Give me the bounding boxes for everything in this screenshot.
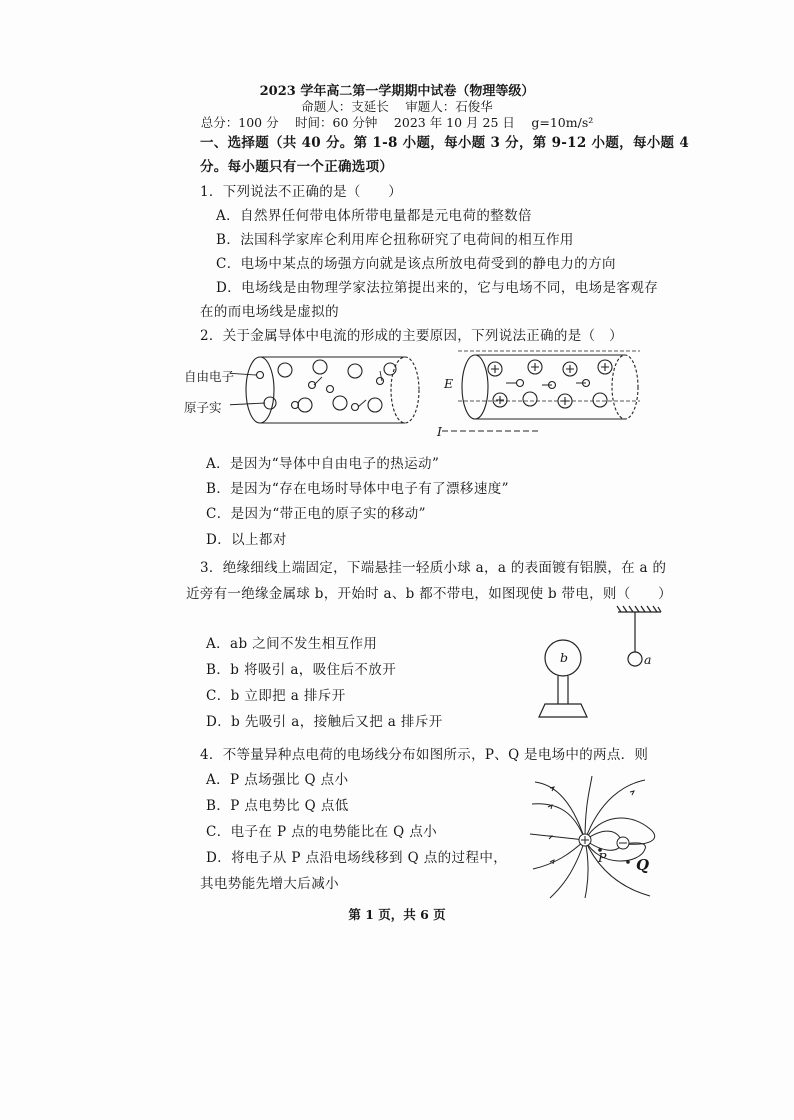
label-free-electron: 自由电子: [184, 369, 235, 384]
q4-option-b: B．P 点电势比 Q 点低: [206, 798, 349, 814]
label-field-e: E: [444, 376, 454, 391]
q4-option-c: C．电子在 P 点的电势能比在 Q 点小: [206, 824, 438, 840]
q1-stem: 1．下列说法不正确的是（ ）: [200, 184, 403, 200]
exam-authors: 命题人：支延长 审题人：石俊华: [301, 99, 493, 114]
q1-option-a: A．自然界任何带电体所带电量都是元电荷的整数倍: [216, 208, 532, 224]
label-ball-a: a: [644, 652, 652, 667]
label-point-q: Q: [636, 856, 650, 874]
page-number: 第 1 页，共 6 页: [348, 907, 446, 922]
q3-stem-line1: 3．绝缘细线上端固定，下端悬挂一轻质小球 a，a 的表面镀有铝膜，在 a 的: [200, 560, 667, 576]
q3-option-c: C．b 立即把 a 排斥开: [206, 688, 346, 704]
q1-option-d-line1: D．电场线是由物理学家法拉第提出来的，它与电场不同，电场是客观存: [216, 280, 659, 296]
q2-option-a: A．是因为“导体中自由电子的热运动”: [206, 456, 440, 472]
q1-option-c: C．电场中某点的场强方向就是该点所放电荷受到的静电力的方向: [216, 256, 616, 272]
q3-option-b: B．b 将吸引 a，吸住后不放开: [206, 662, 397, 678]
label-current-i: I: [437, 424, 442, 439]
q3-option-a: A．ab 之间不发生相互作用: [206, 636, 378, 652]
q1-option-d-line2: 在的而电场线是虚拟的: [200, 304, 339, 320]
exam-info: 总分：100 分 时间：60 分钟 2023 年 10 月 25 日 g=10m/s²: [200, 115, 594, 130]
label-atom-core: 原子实: [184, 400, 222, 415]
conductor-no-field: [230, 357, 419, 423]
section-heading-line2: 分。每小题只有一个正确选项）: [200, 159, 394, 175]
conductor-figure: [230, 345, 650, 445]
section-heading-line1: 一、选择题（共 40 分。第 1-8 小题，每小题 3 分，第 9-12 小题，每小题 4: [200, 135, 690, 151]
q2-option-b: B．是因为“存在电场时导体中电子有了漂移速度”: [206, 481, 509, 497]
label-point-p: P: [598, 850, 607, 865]
q4-stem: 4．不等量异种点电荷的电场线分布如图所示，P、Q 是电场中的两点．则: [200, 747, 649, 763]
q2-stem: 2．关于金属导体中电流的形成的主要原因，下列说法正确的是（ ）: [200, 328, 623, 344]
q2-option-d: D．以上都对: [206, 532, 287, 548]
q3-stem-line2: 近旁有一绝缘金属球 b，开始时 a、b 都不带电，如图现使 b 带电，则（ ）: [186, 586, 672, 602]
q2-option-c: C．是因为“带正电的原子实的移动”: [206, 506, 426, 522]
field-lines-figure: [530, 774, 670, 900]
conductor-with-field: [458, 351, 640, 419]
q1-option-b: B．法国科学家库仑利用库仑扭称研究了电荷间的相互作用: [216, 232, 574, 248]
label-ball-b: b: [560, 650, 569, 665]
q3-option-d: D．b 先吸引 a，接触后又把 a 排斥开: [206, 714, 443, 730]
q4-option-d-line2: 其电势能先增大后减小: [200, 876, 339, 892]
q4-option-d-line1: D．将电子从 P 点沿电场线移到 Q 点的过程中，: [206, 850, 508, 866]
q4-option-a: A．P 点场强比 Q 点小: [206, 772, 349, 788]
exam-title: 2023 学年高二第一学期期中试卷（物理等级）: [259, 84, 535, 99]
